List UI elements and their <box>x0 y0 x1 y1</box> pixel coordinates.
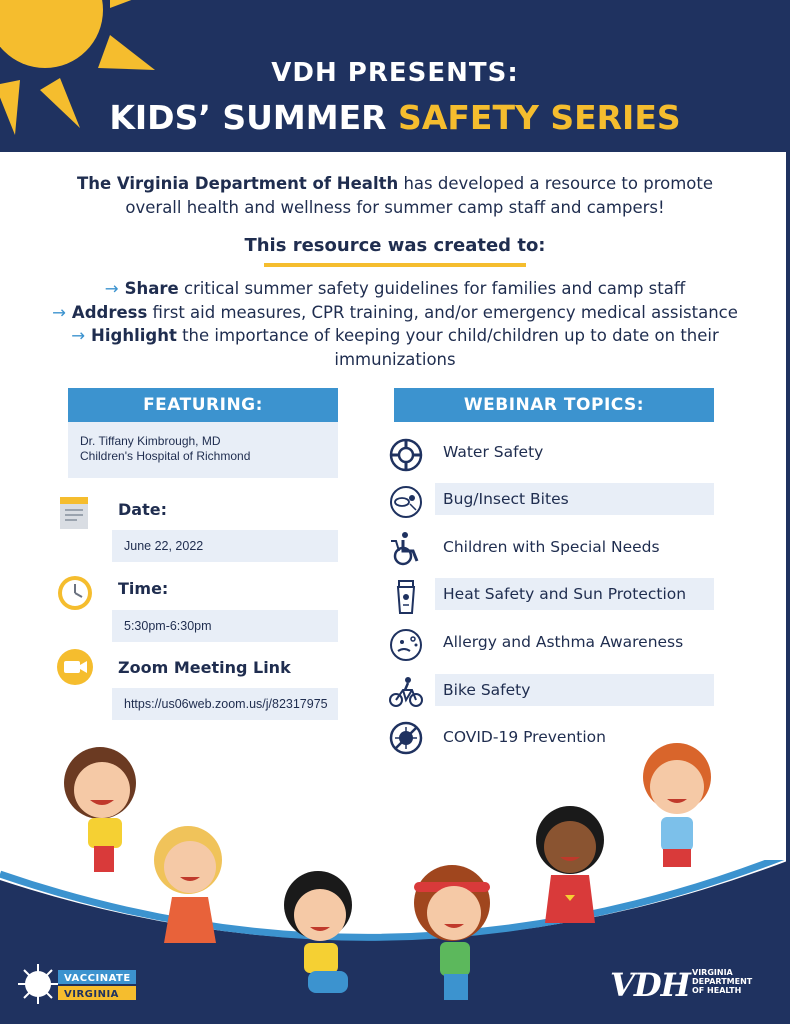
topic-covid: COVID-19 Prevention <box>443 728 606 746</box>
virus-icon <box>388 720 424 756</box>
topic-special-needs: Children with Special Needs <box>443 538 660 556</box>
vdh-subtitle <box>692 968 752 995</box>
time-value: 5:30pm-6:30pm <box>112 610 338 642</box>
purpose-text: first aid measures, CPR training, and/or emergency medical assistance <box>147 302 738 322</box>
header-title <box>0 98 790 137</box>
topic-bug-bites: Bug/Insect Bites <box>435 483 714 515</box>
topic-allergy-asthma: Allergy and Asthma Awareness <box>443 633 684 651</box>
purpose-item <box>30 301 760 325</box>
calendar-icon <box>56 493 94 531</box>
kid-illustration <box>268 865 378 1010</box>
heading-underline <box>264 263 526 267</box>
webinar-heading: WEBINAR TOPICS: <box>394 388 714 422</box>
bicycle-icon <box>388 674 424 710</box>
vaccinate-text: VACCINATE <box>64 973 131 984</box>
purpose-bold: Share <box>124 279 179 298</box>
topic-water-safety: Water Safety <box>443 443 544 461</box>
kid-illustration <box>400 858 510 1008</box>
title-accent: SAFETY SERIES <box>398 98 681 137</box>
wheelchair-icon <box>388 531 424 567</box>
purpose-text: the importance of keeping your child/children up to date on their <box>176 326 719 345</box>
purpose-item <box>30 277 760 301</box>
speaker-name: Dr. Tiffany Kimbrough, MD <box>80 434 221 448</box>
video-camera-icon <box>56 648 94 686</box>
arrow-icon: → <box>71 326 86 345</box>
bug-bite-icon <box>388 484 424 520</box>
allergy-icon <box>388 627 424 663</box>
featuring-heading: FEATURING: <box>68 388 338 422</box>
vdh-sub-line: VIRGINIA <box>692 968 733 977</box>
time-label: Time: <box>118 579 169 598</box>
purpose-list <box>30 277 760 371</box>
featuring-box <box>68 422 338 478</box>
clock-icon <box>56 574 94 612</box>
sunscreen-icon <box>388 579 424 615</box>
purpose-item-cont: immunizations <box>334 349 456 369</box>
zoom-link[interactable]: https://us06web.zoom.us/j/82317975 <box>112 688 338 720</box>
purpose-bold: Highlight <box>91 326 177 345</box>
arrow-icon: → <box>104 279 119 298</box>
zoom-label: Zoom Meeting Link <box>118 658 291 677</box>
intro-text <box>60 172 730 220</box>
life-ring-icon <box>388 437 424 473</box>
speaker-org: Children's Hospital of Richmond <box>80 449 251 463</box>
date-label: Date: <box>118 500 167 519</box>
arrow-icon: → <box>52 302 66 322</box>
date-value: June 22, 2022 <box>112 530 338 562</box>
header-presents: VDH PRESENTS: <box>271 58 519 88</box>
topic-heat-sun: Heat Safety and Sun Protection <box>435 578 714 610</box>
purpose-item <box>30 324 760 348</box>
kid-illustration <box>140 815 240 955</box>
virginia-text: VIRGINIA <box>64 989 119 1000</box>
kid-illustration <box>625 735 725 895</box>
header-banner <box>0 0 790 152</box>
intro-text-1: has developed a resource to promote <box>398 174 714 193</box>
topic-bike-safety: Bike Safety <box>435 674 714 706</box>
kid-illustration <box>515 795 625 955</box>
intro-bold: The Virginia Department of Health <box>76 174 399 193</box>
purpose-text: critical summer safety guidelines for families and camp staff <box>178 279 686 298</box>
vdh-sub-line: DEPARTMENT <box>692 977 753 986</box>
purpose-bold: Address <box>71 302 148 322</box>
kid-illustration <box>50 738 150 878</box>
vdh-logo: VDH <box>610 966 690 1004</box>
purpose-heading: This resource was created to: <box>244 235 546 256</box>
vdh-sub-line: OF HEALTH <box>692 986 742 995</box>
intro-text-2: overall health and wellness for summer camp staff and campers! <box>125 198 665 217</box>
title-white: KIDS’ SUMMER <box>109 98 399 137</box>
